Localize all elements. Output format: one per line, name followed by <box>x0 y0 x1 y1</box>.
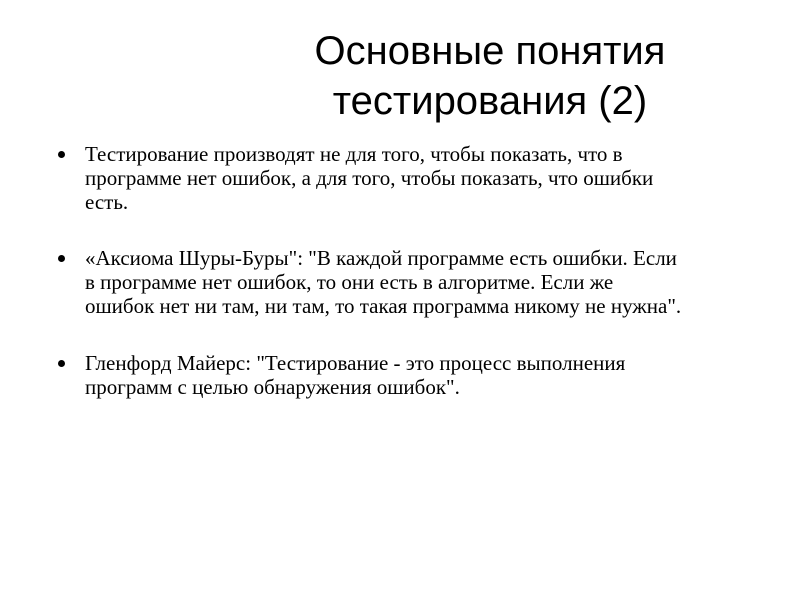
bullet-1-line-2: программе нет ошибок, а для того, чтобы показать, что ошибки <box>85 166 654 190</box>
bullet-text-2 <box>85 246 775 318</box>
bullet-1-line-1: Тестирование производят не для того, чтобы показать, что в <box>85 142 623 166</box>
slide-title-line-2: тестирования (2) <box>332 79 648 123</box>
bullet-2-line-3: ошибок нет ни там, ни там, то такая программа никому не нужна". <box>85 294 682 318</box>
bullet-2-line-1: «Аксиома Шуры-Буры": "В каждой программе есть ошибки. Если <box>85 246 677 270</box>
bullet-text-1 <box>85 142 775 214</box>
slide-title-line-1: Основные понятия <box>314 29 666 73</box>
bullet-dot-icon <box>58 360 65 367</box>
bullet-3-line-1: Гленфорд Майерс: "Тестирование - это процесс выполнения <box>85 351 626 375</box>
bullet-3-line-2: программ с целью обнаружения ошибок". <box>85 375 460 399</box>
bullet-dot-icon <box>58 151 65 158</box>
bullet-1-line-3: есть. <box>85 190 129 214</box>
bullet-2-line-2: в программе нет ошибок, то они есть в алгоритме. Если же <box>85 270 614 294</box>
bullet-dot-icon <box>58 255 65 262</box>
bullet-text-3 <box>85 351 775 399</box>
